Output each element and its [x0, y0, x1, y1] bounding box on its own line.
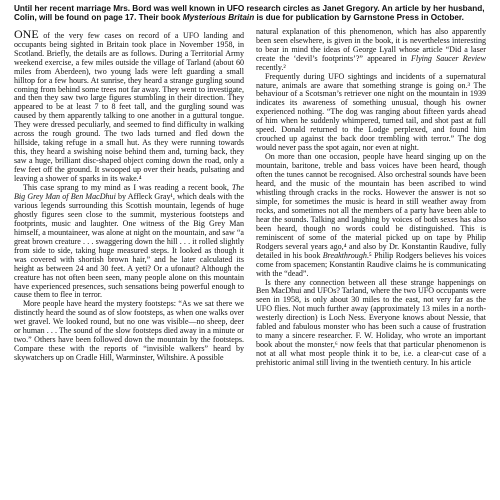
paragraph [14, 300, 244, 363]
column-right [256, 28, 486, 368]
paragraph [14, 184, 244, 300]
paragraph-text: recently.² [256, 62, 286, 72]
paragraph [256, 28, 486, 73]
paragraph [256, 279, 486, 369]
opening-word: ONE [14, 26, 39, 41]
column-left [14, 28, 244, 363]
article-columns [14, 28, 486, 368]
book-title: Breakthrough [322, 250, 367, 260]
intro-text-2: is due for publication by Garnstone Press in October. [254, 13, 464, 23]
intro-text-1: Until her recent marriage Mrs. Bord was well known in UFO research circles as Janet Gregory. An article by her husband, Colin, will be found on page 17. Their book [14, 4, 485, 23]
paragraph [256, 153, 486, 278]
book-title: The Big Grey Man of Ben MacDhui [14, 183, 244, 201]
intro-note [14, 4, 486, 23]
paragraph-text: This case sprang to my mind as I was reading a recent book, [23, 183, 232, 193]
paragraph-text: .⁵ Philip Rodgers believes his voices come from spacemen; Konstantin Raudive claims he is communicating with the “dead”. [256, 250, 486, 278]
paragraph [14, 28, 244, 184]
paragraph-text: by Affleck Gray¹, which deals with the various legends surrounding this Scottish mountain, legends of huge ghostly figures seen close to the summit, mysterious footsteps and footprints, music and laughter. One witness of the Big Grey Man himself, a mountaineer, was alone at night on the mountain, and saw “a great brown creature . . . swaggering down the hill . . . it rolled slightly from side to side, taking huge measured steps. It looked as though it was covered with shortish brown hair,” and he later calculated its height as between 24 and 30 feet. A yeti? Or a ufonaut? Although the creature has not often been seen, many people alone on this mountain have experienced presences, such sensations being powerful enough to cause them to flee in terror. [14, 191, 244, 300]
paragraph-text: natural explanation of this phenomenon, which has also apparently been seen elsewhere, is given in the book, it is nevertheless interesting to bear in mind the ideas of George Lyall whose article “Did a laser create the ‘devil’s footprints’?” appeared in [256, 26, 486, 63]
paragraph-text: Is there any connection between all these strange happenings on Ben MacDhui and UFOs? Tarland, where the two UFO occupants were seen in 1958, is only about 30 miles to the east, not very far as the UFO flies. Not much further away (approximately 13 miles in a north-westerly direction) is Loch Ness. Everyone knows about Nessie, that fabled and fabulous monster who has been such a cause of frustration to many a sincere researcher. F. W. Holiday, who wrote an important book about the monster,⁶ now feels that that particular phenomenon is not at all what most people think it to be, i.e. a clear-cut case of a prehistoric animal still living in the twentieth century. In his article [256, 277, 486, 368]
intro-book-title: Mysterious Britain [182, 13, 255, 23]
journal-title: Flying Saucer Review [410, 53, 486, 63]
paragraph-text: On more than one occasion, people have heard singing up on the mountain, baritone, treble and bass voices have been heard, though often the tunes cannot be recognised. Also orchestral sounds have been heard, and the music of the mountain has been ascribed to wind whistling through cracks in the rocks. However the answer is not so simple, for sometimes the music is heard in still weather away from rocks, and sometimes not all the members of a party have been able to hear the sounds. Talking and laughing by voices of both sexes has also been heard, though no words could be distinguished. This is reminiscent of some of the material picked up on tape by Philip Rodgers several years ago,⁴ and also by Dr. Konstantin Raudive, fully detailed in his book [256, 152, 486, 260]
article-page [14, 4, 486, 500]
paragraph-text: of the very few cases on record of a UFO landing and occupants being sighted in Britain took place in November 1958, in Scotland. Briefly, the details are as follows. During a Territorial Army weekend exercise, a few miles outside the village of Tarland (about 60 miles from Aberdeen), two young lads were left guarding a small hilltop for a few hours. At sunrise, they heard a strange gurgling sound coming from behind some trees not far away. They went to investigate, and then they saw two large figures stumbling in their direction. They appeared to be at least 7 to 8 feet tall, and the gurgling sound was caused by them apparently talking to one another in a guttural tongue. They were dressed peculiarly, and seemed to find difficulty in walking across the rough ground. The two lads turned and fled down the hillside, taking refuge in a small hut. As they were running towards this, they heard a swishing noise behind them and, turning back, they saw a huge, brilliant disc-shaped object coming down the road, only a few feet off the ground. It swooped up over their heads, pulsating and leaving a shower of sparks in its wake.⁴ [14, 30, 244, 184]
paragraph-text: More people have heard the mystery footsteps: “As we sat there we distinctly heard the sound as of slow footsteps, as when one walks over wet gravel. We looked round, but no one was visible—no sheep, deer or human . . . The sound of the slow footsteps died away in a minute or two.” Others have been followed down the mountain by the footsteps. Compare these with the reports of “invisible walkers” heard by skywatchers up on Cradle Hill, Warminster, Wiltshire. A possible [14, 299, 244, 363]
paragraph [256, 73, 486, 154]
paragraph-text: Frequently during UFO sightings and incidents of a supernatural nature, animals are aware that something strange is going on.³ The behaviour of a Scotsman’s retriever one night on the mountain in 1939 indicates its awareness of something unusual, though his owner experienced nothing. “The dog was ranging about fifteen yards ahead of him when he suddenly whimpered, turned tail, and shot past at full speed. Donald returned to the Lodge perplexed, and found him crouched up against the back door trembling with terror.” The dog would never pass the spot again, nor even at night. [256, 71, 486, 153]
